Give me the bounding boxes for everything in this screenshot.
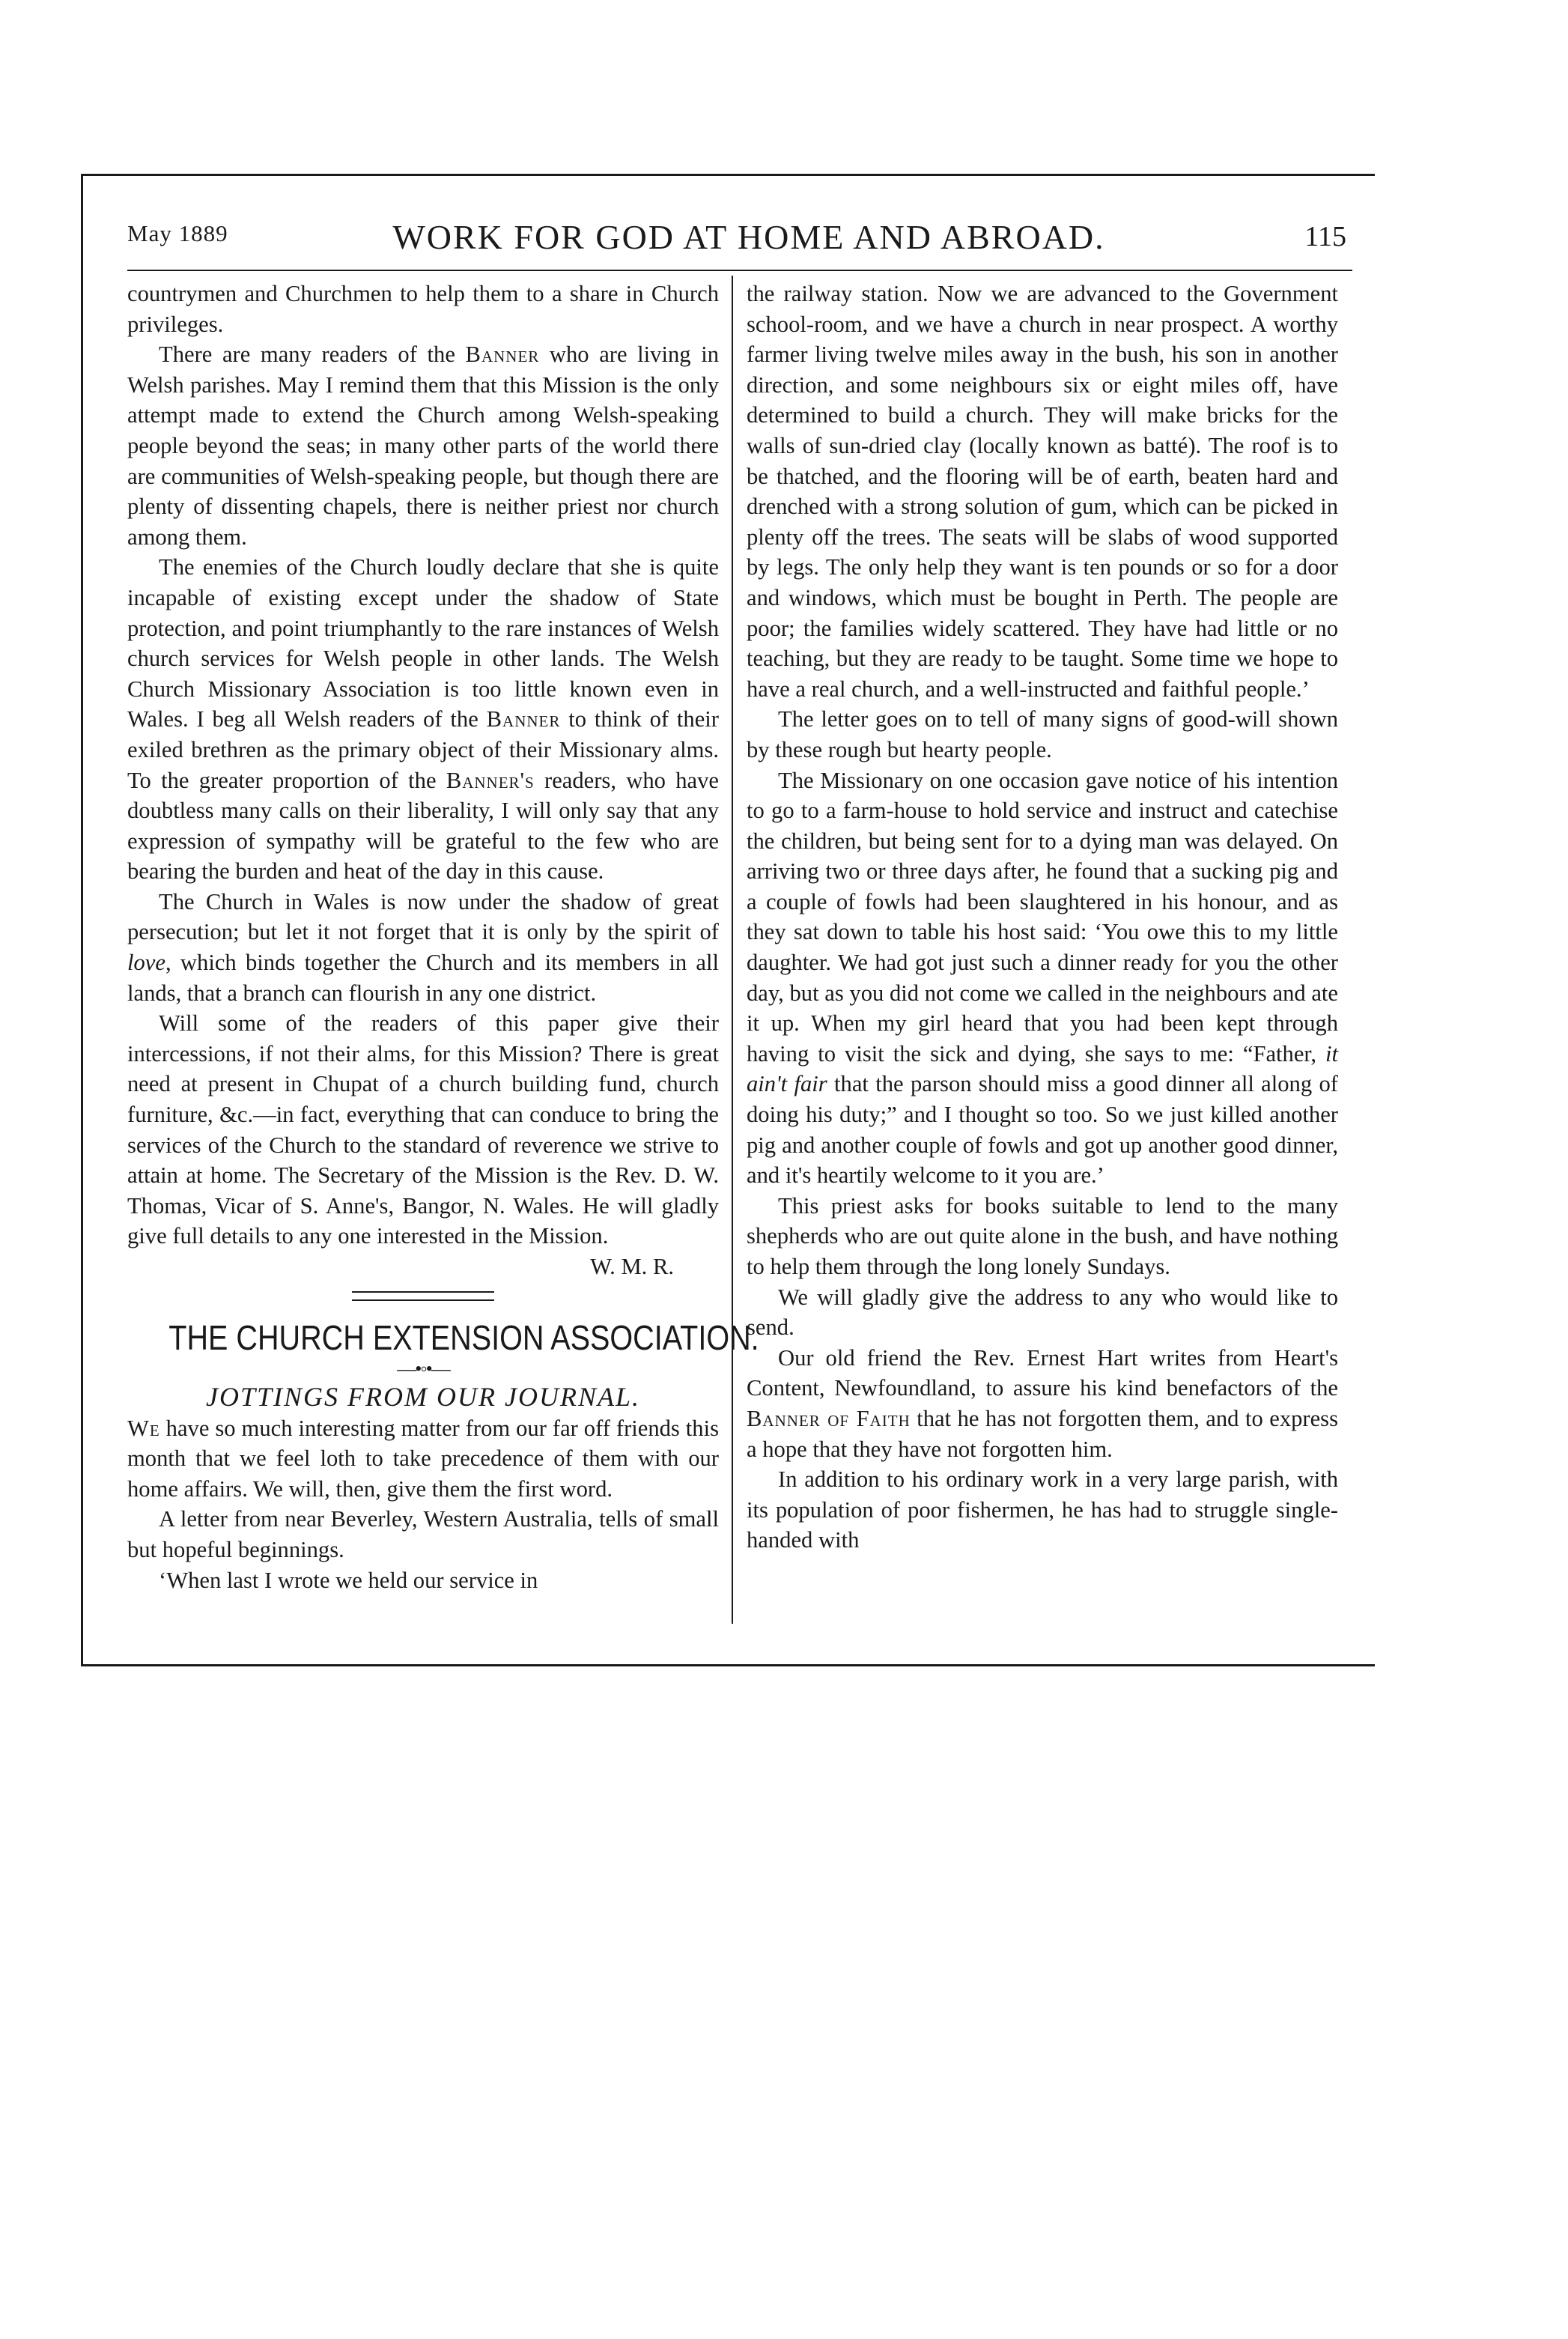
section-title: THE CHURCH EXTENSION ASSOCIATION. — [168, 1317, 759, 1357]
paragraph: A letter from near Beverley, Western Australia, tells of small but hopeful beginnings. — [127, 1506, 719, 1562]
publication-name: Banner — [465, 342, 540, 368]
paragraph: This priest asks for books suitable to lend to the many shepherds who are out quite alone in the bush, and have nothing to help them through the long lonely Sundays. — [747, 1192, 1338, 1279]
header-date: May 1889 — [127, 220, 228, 246]
paragraph: In addition to his ordinary work in a very large parish, with its population of poor fishermen, he has had to struggle single-handed with — [747, 1466, 1338, 1553]
column-divider — [732, 276, 733, 1624]
header-rule — [127, 270, 1352, 271]
section-subtitle: JOTTINGS FROM OUR JOURNAL. — [206, 1381, 640, 1412]
header-title: WORK FOR GOD AT HOME AND ABROAD. — [392, 218, 1105, 256]
publication-name: Banner — [486, 706, 561, 732]
paragraph: The enemies of the Church loudly declare that she is quite incapable of existing except under the shadow of State protection, and point triumphantly to the rare instances of Welsh church services for Welsh people in other lands. The Welsh Church Missionary Association is too little known even in Wales. I beg all Welsh readers of the Banner to think of their exiled brethren as the primary object of their Missionary alms. To the greater proportion of the Banner's readers, who have doubtless many calls on their liberality, I will only say that any expression of sympathy will be grateful to the few who are bearing the burden and heat of the day in this cause. — [127, 554, 719, 885]
paragraph: Our old friend the Rev. Ernest Hart writes from Heart's Content, Newfoundland, to assure his kind benefactors of the Banner of Faith that he has not forgotten them, and to express a hope that they have not forgotten him. — [747, 1344, 1338, 1462]
signature: W. M. R. — [590, 1254, 674, 1279]
ornament-divider: —•◦•— — [397, 1357, 449, 1380]
paragraph: There are many readers of the Banner who are living in Welsh parishes. May I remind them that this Mission is the only attempt made to extend the Church among Welsh-speaking people beyond the seas; in many other parts of the world there are communities of Welsh-speaking people, but though there are plenty of dissenting chapels, there is neither priest nor church among them. — [127, 342, 719, 550]
page-frame-top-rule — [81, 174, 1375, 176]
drop-word: We — [127, 1415, 160, 1441]
paragraph: countrymen and Churchmen to help them to a share in Church privileges. — [127, 281, 719, 337]
paragraph: Will some of the readers of this paper give their intercessions, if not their alms, for this Mission? There is great need at present in Chupat of a church building fund, church furniture, &c.—in fact, everything that can conduce to bring the services of the Church to the standard of reverence we strive to attain at home. The Secretary of the Mission is the Rev. D. W. Thomas, Vicar of S. Anne's, Bangor, N. Wales. He will gladly give full details to any one interested in the Mission. — [127, 1010, 719, 1249]
paragraph: We have so much interesting matter from our far off friends this month that we feel loth to take precedence of them with our home affairs. We will, then, give them the first word. — [127, 1415, 719, 1502]
paragraph: The Missionary on one occasion gave notice of his intention to go to a farm-house to hold service and instruct and catechise the children, but being sent for to a dying man was delayed. On arriving two or three days after, he found that a sucking pig and a couple of fowls had been slaughtered in his honour, and as they sat down to table his host said: ‘You owe this to my little daughter. We had got just such a dinner ready for you the other day, but as you did not come we called in the neighbours and ate it up. When my girl heard that you had been kept through having to visit the sick and dying, she says to me: “Father, it ain't fair that the parson should miss a good dinner all along of doing his duty;” and I thought so too. So we just killed another pig and another couple of fowls and got up another good dinner, and it's heartily welcome to it you are.’ — [747, 767, 1338, 1189]
emphasis: it ain't fair — [747, 1040, 1338, 1097]
paragraph: The Church in Wales is now under the shadow of great persecution; but let it not forget that it is only by the spirit of love, which binds together the Church and its members in all lands, that a branch can flourish in any one district. — [127, 888, 719, 1006]
double-rule-divider — [352, 1291, 494, 1301]
page-frame-left-rule — [81, 174, 83, 1664]
emphasis: love — [127, 950, 165, 976]
left-column — [127, 279, 759, 1595]
page-number: 115 — [1304, 221, 1346, 252]
paragraph: The letter goes on to tell of many signs of good-will shown by these rough but hearty people. — [747, 706, 1338, 762]
right-column — [747, 279, 1338, 1556]
running-header — [127, 217, 1385, 262]
publication-name: Banner's — [446, 767, 535, 793]
paragraph: We will gladly give the address to any who would like to send. — [747, 1284, 1338, 1341]
paragraph: ‘When last I wrote we held our service in — [159, 1567, 538, 1593]
publication-name: Banner of Faith — [747, 1405, 911, 1431]
page-frame-bottom-rule — [81, 1664, 1375, 1666]
paragraph: the railway station. Now we are advanced to the Government school-room, and we have a church in near prospect. A worthy farmer living twelve miles away in the bush, his son in another direction, and some neighbours six or eight miles off, have determined to build a church. They will make bricks for the walls of sun-dried clay (locally known as batté). The roof is to be thatched, and the flooring will be of earth, beaten hard and drenched with a strong solution of gum, which can be picked in plenty off the trees. The seats will be slabs of wood supported by legs. The only help they want is ten pounds or so for a door and windows, which must be bought in Perth. The people are poor; the families widely scattered. They have had little or no teaching, but they are ready to be taught. Some time we hope to have a real church, and a well-instructed and faithful people.’ — [747, 281, 1338, 702]
